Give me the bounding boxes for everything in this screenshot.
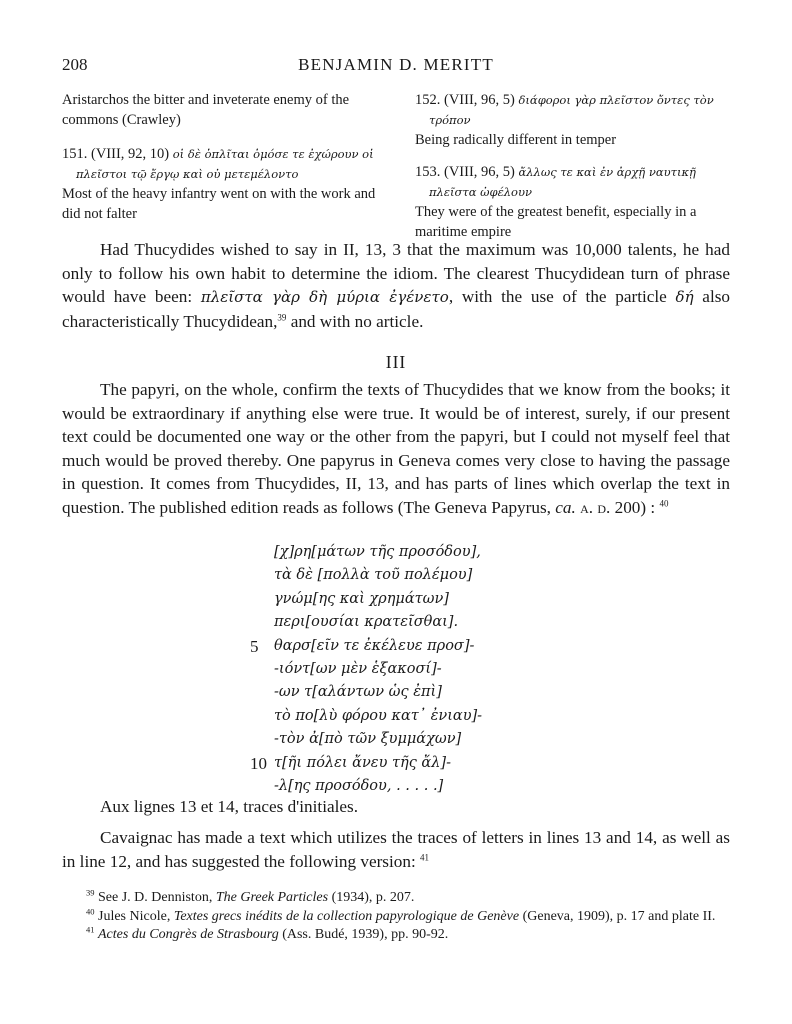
footnote-40: $^{40}$ Jules Nicole, Textes grecs inédits de la collection papyrologique de Genève (Geneva, 1909), p. 17 and plate II.	[86, 905, 716, 924]
papyrus-line: 5 θαρσ[εῖν τε ἐκέλευε προσ]-	[250, 636, 475, 656]
papyrus-line: τὰ δὲ [πολλὰ τοῦ πολέμου]	[274, 567, 473, 584]
papyrus-line: 10 τ[ῆι πόλει ἄνευ τῆς ἄλ]-	[250, 753, 451, 773]
translation-text: They were of the greatest benefit, especially in a maritime empire	[415, 204, 697, 240]
left-column	[62, 90, 380, 236]
footnote-ref-41: 41	[420, 851, 430, 862]
line-number: 5	[250, 636, 259, 656]
translation-text: Most of the heavy infantry went on with the work and did not falter	[62, 186, 376, 222]
greek-quote: διάφοροι γὰρ πλεῖστον ὄντες τὸν τρόπον	[429, 93, 714, 127]
greek-phrase: πλεῖστα γὰρ δὴ μύρια ἐγένετο	[200, 288, 449, 307]
papyrus-line: -τὸν ἀ[πὸ τῶν ξυμμάχων]	[274, 731, 462, 748]
page-number: 208	[62, 55, 88, 74]
footnote-ref-40: 40	[659, 498, 669, 509]
line-number: 10	[250, 753, 267, 773]
entry-ref: 151. (VIII, 92, 10) οἱ δὲ ὁπλῖται ὁμόσε τε ἐχώρουν οἱ πλεῖστοι τῷ ἔργῳ καὶ οὐ μετεμέλοντο	[62, 146, 374, 181]
papyrus-line: περι[ουσίαι κρατεῖσθαι].	[274, 614, 459, 631]
papyrus-line: -λ[ης προσόδου, . . . . .]	[274, 777, 444, 794]
papyrus-line: [χ]ρη[μάτων τῆς προσόδου],	[274, 544, 481, 560]
papyrus-text	[250, 543, 550, 800]
running-head: BENJAMIN D. MERITT	[298, 55, 494, 74]
papyrus-line: -ιόντ[ων μὲν ἑξακοσί]-	[274, 660, 442, 677]
translation-text: Being radically different in temper	[415, 132, 617, 148]
footnote-41: $^{41}$ Actes du Congrès de Strasbourg (Ass. Budé, 1939), pp. 90-92.	[86, 924, 449, 942]
entry-151	[62, 144, 380, 224]
right-column	[415, 90, 733, 254]
entry-152	[415, 90, 733, 150]
greek-quote: οἱ δὲ ὁπλῖται ὁμόσε τε ἐχώρουν οἱ πλεῖστοι τῷ ἔργῳ καὶ οὐ μετεμέλοντο	[76, 147, 374, 181]
entry-153	[415, 162, 733, 242]
page-header	[62, 55, 730, 79]
translation-text: Aristarchos the bitter and inveterate enemy of the commons (Crawley)	[62, 92, 350, 128]
entry-150-translation	[62, 90, 380, 130]
greek-quote: ἄλλως τε καὶ ἐν ἀρχῇ ναυτικῇ πλεῖστα ὠφέλουν	[429, 165, 696, 199]
entry-ref: 152. (VIII, 96, 5) διάφοροι γὰρ πλεῖστον ὄντες τὸν τρόπον	[415, 92, 714, 127]
footnotes	[62, 889, 730, 945]
papyrus-line: γνώμ[ης καὶ χρημάτων]	[274, 590, 449, 607]
paragraph-cavaignac: Cavaignac has made a text which utilizes the traces of letters in lines 13 and 14, as well as in line 12, and has suggested the following version: $^{41}$	[62, 828, 730, 871]
papyrus-note: Aux lignes 13 et 14, traces d'initiales.	[100, 797, 358, 816]
paragraph-papyri: The papyri, on the whole, confirm the texts of Thucydides that we know from the books; it would be extraordinary if anything else were true. It would be of interest, surely, if our present text could be documented one way or the other from the papyri, but I could not myself feel that much would be proved thereby. One papyrus in Geneva comes very close to having the passage in question. It comes from Thucydides, II, 13, and has parts of lines which overlap the text in question. The published edition reads as follows (The Geneva Papyrus, ca. a. d. 200) : $^{40}$	[62, 380, 730, 517]
footnote-39: $^{39}$ See J. D. Denniston, The Greek Particles (1934), p. 207.	[86, 887, 415, 905]
papyrus-line: τὸ πο[λὺ φόρου κατ᾽ ἐνιαυ]-	[274, 707, 483, 724]
entry-ref: 153. (VIII, 96, 5) ἄλλως τε καὶ ἐν ἀρχῇ ναυτικῇ πλεῖστα ὠφέλουν	[415, 164, 696, 199]
papyrus-line: -ων τ[αλάντων ὡς ἐπὶ]	[274, 684, 442, 701]
section-heading: III	[385, 352, 407, 372]
footnote-ref-39: 39	[277, 312, 287, 323]
greek-particle: δή	[675, 288, 694, 307]
paragraph-thucydides-idiom: Had Thucydides wished to say in II, 13, 3 that the maximum was 10,000 talents, he had only to follow his own habit to determine the idiom. The clearest Thucydidean turn of phrase would have been: πλεῖστα γὰρ δὴ μύρια ἐγένετο, with the use of the particle δή also characteristically Thucydidean,$^{39}$ and with no article.	[62, 240, 730, 331]
